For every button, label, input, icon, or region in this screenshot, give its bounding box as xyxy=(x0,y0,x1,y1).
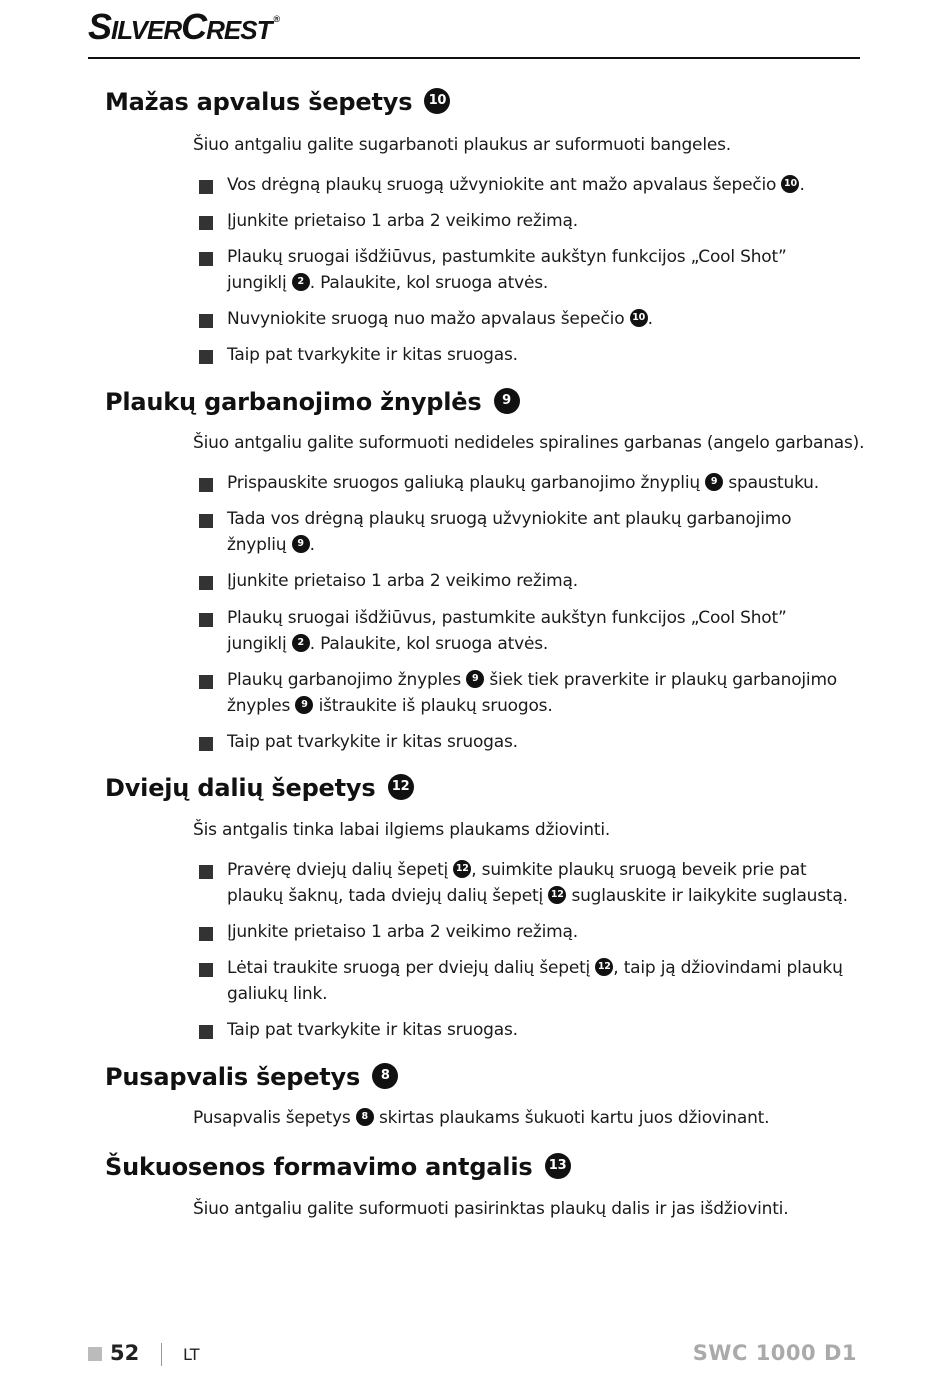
part-number-badge: 2 xyxy=(292,634,310,652)
part-number-badge: 9 xyxy=(494,388,520,414)
bullet-square-icon xyxy=(199,576,213,590)
bullet-square-icon xyxy=(199,737,213,751)
part-number-badge: 10 xyxy=(630,309,648,327)
part-number-badge: 10 xyxy=(781,175,799,193)
list-item: Prispauskite sruogos galiuką plaukų garbanojimo žnyplių 9 spaustuku. xyxy=(199,470,861,496)
bullet-square-icon xyxy=(199,963,213,977)
bullet-square-icon xyxy=(199,350,213,364)
part-number-badge: 12 xyxy=(595,958,613,976)
footer-square-icon xyxy=(88,1347,102,1361)
bullet-square-icon xyxy=(199,613,213,627)
part-number-badge: 8 xyxy=(356,1108,374,1126)
list-item: Taip pat tvarkykite ir kitas sruogas. xyxy=(199,342,861,368)
section-title: Plaukų garbanojimo žnyplės 9 xyxy=(105,388,520,416)
bullet-square-icon xyxy=(199,927,213,941)
page-number: 52 xyxy=(110,1341,140,1365)
list-item: Plaukų garbanojimo žnyples 9 šiek tiek praverkite ir plaukų garbanojimo žnyples 9 ištraukite iš plaukų sruogos. xyxy=(199,667,861,719)
list-item: Lėtai traukite sruogą per dviejų dalių šepetį 12 , taip ją džiovindami plaukų galiukų link. xyxy=(199,955,861,1007)
part-number-badge: 2 xyxy=(292,273,310,291)
footer-divider xyxy=(161,1343,162,1366)
model-number: SWC 1000 D1 xyxy=(692,1341,857,1365)
section-title: Šukuosenos formavimo antgalis 13 xyxy=(105,1153,571,1181)
list-item: Taip pat tvarkykite ir kitas sruogas. xyxy=(199,1017,861,1043)
list-item: Įjunkite prietaiso 1 arba 2 veikimo režimą. xyxy=(199,919,861,945)
bullet-square-icon xyxy=(199,314,213,328)
list-item: Tada vos drėgną plaukų sruogą užvyniokite ant plaukų garbanojimo žnyplių 9 . xyxy=(199,506,861,558)
bullet-square-icon xyxy=(199,478,213,492)
list-item: Įjunkite prietaiso 1 arba 2 veikimo režimą. xyxy=(199,208,861,234)
bullet-square-icon xyxy=(199,514,213,528)
list-item: Nuvyniokite sruogą nuo mažo apvalaus šepečio 10 . xyxy=(199,306,861,332)
part-number-badge: 9 xyxy=(466,670,484,688)
bullet-square-icon xyxy=(199,675,213,689)
section-title: Mažas apvalus šepetys 10 xyxy=(105,88,450,116)
list-item: Plaukų sruogai išdžiūvus, pastumkite aukštyn funkcijos „Cool Shot” jungiklį 2 . Palaukite, kol sruoga atvės. xyxy=(199,244,861,296)
part-number-badge: 10 xyxy=(424,88,450,114)
part-number-badge: 9 xyxy=(292,535,310,553)
section-intro: Šiuo antgaliu galite sugarbanoti plaukus ar suformuoti bangeles. xyxy=(193,135,731,155)
part-number-badge: 12 xyxy=(388,774,414,800)
section-title: Pusapvalis šepetys 8 xyxy=(105,1063,398,1091)
part-number-badge: 12 xyxy=(548,886,566,904)
bullet-square-icon xyxy=(199,252,213,266)
part-number-badge: 12 xyxy=(453,860,471,878)
list-item: Taip pat tvarkykite ir kitas sruogas. xyxy=(199,729,861,755)
section-title: Dviejų dalių šepetys 12 xyxy=(105,774,414,802)
bullet-square-icon xyxy=(199,1025,213,1039)
part-number-badge: 13 xyxy=(545,1153,571,1179)
list-item: Plaukų sruogai išdžiūvus, pastumkite aukštyn funkcijos „Cool Shot” jungiklį 2 . Palaukite, kol sruoga atvės. xyxy=(199,605,861,657)
list-item: Pravėrę dviejų dalių šepetį 12 , suimkite plaukų sruogą beveik prie pat plaukų šaknų, tada dviejų dalių šepetį 12 suglauskite ir laikykite suglaustą. xyxy=(199,857,861,909)
bullet-square-icon xyxy=(199,216,213,230)
section-intro: Šis antgalis tinka labai ilgiems plaukams džiovinti. xyxy=(193,820,611,840)
section-intro: Šiuo antgaliu galite suformuoti pasirinktas plaukų dalis ir jas išdžiovinti. xyxy=(193,1199,789,1219)
header-rule xyxy=(88,57,860,59)
list-item: Įjunkite prietaiso 1 arba 2 veikimo režimą. xyxy=(199,568,861,594)
part-number-badge: 9 xyxy=(295,696,313,714)
language-code: LT xyxy=(183,1345,200,1364)
bullet-square-icon xyxy=(199,180,213,194)
section-intro: Šiuo antgaliu galite suformuoti nedideles spiralines garbanas (angelo garbanas). xyxy=(193,433,865,453)
section-intro: Pusapvalis šepetys 8 skirtas plaukams šukuoti kartu juos džiovinant. xyxy=(193,1108,770,1128)
part-number-badge: 8 xyxy=(372,1063,398,1089)
bullet-square-icon xyxy=(199,865,213,879)
brand-logo: SILVERCREST ® xyxy=(88,6,280,47)
list-item: Vos drėgną plaukų sruogą užvyniokite ant mažo apvalaus šepečio 10 . xyxy=(199,172,861,198)
part-number-badge: 9 xyxy=(705,473,723,491)
